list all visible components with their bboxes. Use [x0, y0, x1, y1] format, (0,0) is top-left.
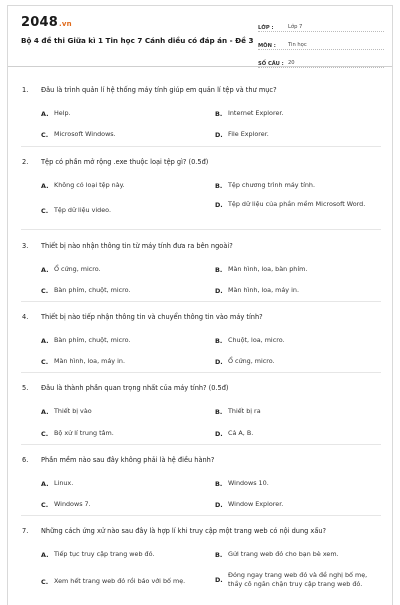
question-divider [21, 444, 381, 445]
option-b[interactable] [215, 109, 380, 118]
option-letter: D. [215, 286, 223, 295]
option-letter: B. [215, 181, 223, 190]
option-text: Không có loại tệp này. [54, 181, 125, 189]
site-logo[interactable] [21, 15, 72, 30]
meta-row-count [258, 52, 384, 68]
option-letter: A. [41, 265, 49, 274]
option-b[interactable] [215, 265, 380, 274]
option-text: Thiết bị ra [228, 407, 261, 415]
question-text [22, 86, 382, 94]
question-prompt: Thiết bị nào nhận thông tin từ máy tính đưa ra bên ngoài? [41, 242, 233, 250]
option-text: Màn hình, loa, máy in. [54, 357, 125, 365]
option-letter: A. [41, 479, 49, 488]
exam-meta [258, 16, 384, 70]
option-a[interactable] [41, 479, 206, 488]
option-text: Windows 7. [54, 500, 91, 508]
meta-label: LỚP : [258, 25, 274, 31]
option-b[interactable] [215, 407, 380, 416]
option-c[interactable] [41, 577, 211, 586]
question-text [22, 527, 382, 535]
question-divider [21, 229, 381, 230]
option-text: Tệp chương trình máy tính. [228, 181, 315, 189]
logo-suffix: .vn [58, 20, 72, 28]
meta-row-class [258, 16, 384, 32]
option-letter: A. [41, 109, 49, 118]
exam-header [8, 6, 392, 67]
option-letter: D. [215, 429, 223, 438]
option-letter: A. [41, 336, 49, 345]
option-text: Bộ xử lí trung tâm. [54, 429, 114, 437]
option-text: Màn hình, loa, máy in. [228, 286, 299, 294]
option-letter: D. [215, 500, 223, 509]
option-letter: C. [41, 130, 49, 139]
question-text [22, 456, 382, 464]
question-number: 2. [22, 158, 29, 166]
option-letter: C. [41, 206, 49, 215]
option-letter: C. [41, 357, 49, 366]
option-a[interactable] [41, 265, 206, 274]
option-text: File Explorer. [228, 130, 269, 138]
option-letter: C. [41, 429, 49, 438]
option-d[interactable] [215, 130, 380, 139]
exam-title: Bộ 4 đề thi Giữa kì 1 Tin học 7 Cánh diều có đáp án - Đề 3 [21, 36, 254, 45]
option-text: Đóng ngay trang web đó và đề nghị bố mẹ, thầy cô ngăn chặn truy cập trang web đó. [228, 571, 368, 588]
option-text: Bàn phím, chuột, micro. [54, 286, 131, 294]
question-text [22, 158, 382, 166]
option-text: Thiết bị vào [54, 407, 92, 415]
option-d[interactable] [215, 200, 375, 209]
option-text: Internet Explorer. [228, 109, 284, 117]
option-c[interactable] [41, 429, 206, 438]
option-letter: B. [215, 479, 223, 488]
option-letter: D. [215, 200, 223, 209]
meta-value: Lớp 7 [288, 24, 303, 30]
option-c[interactable] [41, 206, 206, 215]
option-text: Cả A, B. [228, 429, 254, 437]
logo-text: 2048 [21, 15, 58, 30]
option-d[interactable] [215, 571, 380, 589]
option-d[interactable] [215, 500, 380, 509]
option-letter: B. [215, 336, 223, 345]
option-a[interactable] [41, 550, 206, 559]
option-b[interactable] [215, 550, 380, 559]
option-text: Tiếp tục truy cập trang web đó. [54, 550, 155, 558]
question-number: 4. [22, 313, 29, 321]
option-letter: B. [215, 550, 223, 559]
option-letter: D. [215, 130, 223, 139]
option-a[interactable] [41, 336, 206, 345]
option-letter: A. [41, 550, 49, 559]
option-text: Windows 10. [228, 479, 269, 487]
meta-value: Tin học [288, 42, 307, 48]
option-text: Help. [54, 109, 71, 117]
option-letter: A. [41, 181, 49, 190]
option-b[interactable] [215, 181, 380, 190]
option-text: Màn hình, loa, bàn phím. [228, 265, 308, 273]
meta-label: MÔN : [258, 43, 276, 49]
option-letter: A. [41, 407, 49, 416]
option-text: Ổ cứng, micro. [54, 265, 101, 273]
question-number: 5. [22, 384, 29, 392]
question-prompt: Đâu là trình quản lí hệ thống máy tính giúp em quản lí tệp và thư mục? [41, 86, 277, 94]
option-a[interactable] [41, 407, 206, 416]
option-letter: B. [215, 109, 223, 118]
option-text: Xem hết trang web đó rồi báo với bố mẹ. [54, 577, 186, 585]
option-text: Chuột, loa, micro. [228, 336, 285, 344]
option-text: Gửi trang web đó cho bạn bè xem. [228, 550, 339, 558]
option-c[interactable] [41, 286, 206, 295]
option-text: Tệp dữ liệu của phần mềm Microsoft Word. [228, 200, 366, 208]
question-divider [21, 146, 381, 147]
option-text: Microsoft Windows. [54, 130, 116, 138]
meta-label: SỐ CÂU : [258, 61, 284, 67]
question-divider [21, 372, 381, 373]
option-b[interactable] [215, 336, 380, 345]
question-number: 3. [22, 242, 29, 250]
option-c[interactable] [41, 500, 206, 509]
option-text: Linux. [54, 479, 74, 487]
question-prompt: Thiết bị nào tiếp nhận thông tin và chuyển thông tin vào máy tính? [41, 313, 263, 321]
option-text: Tệp dữ liệu video. [54, 206, 112, 214]
question-text [22, 384, 382, 392]
option-a[interactable] [41, 109, 206, 118]
option-c[interactable] [41, 357, 206, 366]
option-b[interactable] [215, 479, 380, 488]
option-letter: C. [41, 577, 49, 586]
option-letter: B. [215, 265, 223, 274]
question-number: 1. [22, 86, 29, 94]
question-number: 6. [22, 456, 29, 464]
option-a[interactable] [41, 181, 206, 190]
meta-value: 20 [288, 60, 295, 66]
question-text [22, 242, 382, 250]
option-letter: D. [215, 357, 223, 366]
option-text: Bàn phím, chuột, micro. [54, 336, 131, 344]
option-d[interactable] [215, 286, 380, 295]
option-letter: C. [41, 500, 49, 509]
question-divider [21, 515, 381, 516]
question-prompt: Phần mềm nào sau đây không phải là hệ điều hành? [41, 456, 215, 464]
option-text: Window Explorer. [228, 500, 284, 508]
meta-row-subject [258, 34, 384, 50]
option-d[interactable] [215, 357, 380, 366]
question-prompt: Đâu là thành phần quan trọng nhất của máy tính? (0.5đ) [41, 384, 229, 392]
option-c[interactable] [41, 130, 206, 139]
question-number: 7. [22, 527, 29, 535]
option-letter: D. [215, 576, 223, 584]
question-prompt: Tệp có phần mở rộng .exe thuộc loại tệp gì? (0.5đ) [41, 158, 209, 166]
option-d[interactable] [215, 429, 380, 438]
exam-page [7, 5, 393, 605]
question-prompt: Những cách ứng xử nào sau đây là hợp lí khi truy cập một trang web có nội dung xấu? [41, 527, 327, 535]
option-text: Ổ cứng, micro. [228, 357, 275, 365]
option-letter: B. [215, 407, 223, 416]
option-letter: C. [41, 286, 49, 295]
question-divider [21, 301, 381, 302]
question-text [22, 313, 382, 321]
